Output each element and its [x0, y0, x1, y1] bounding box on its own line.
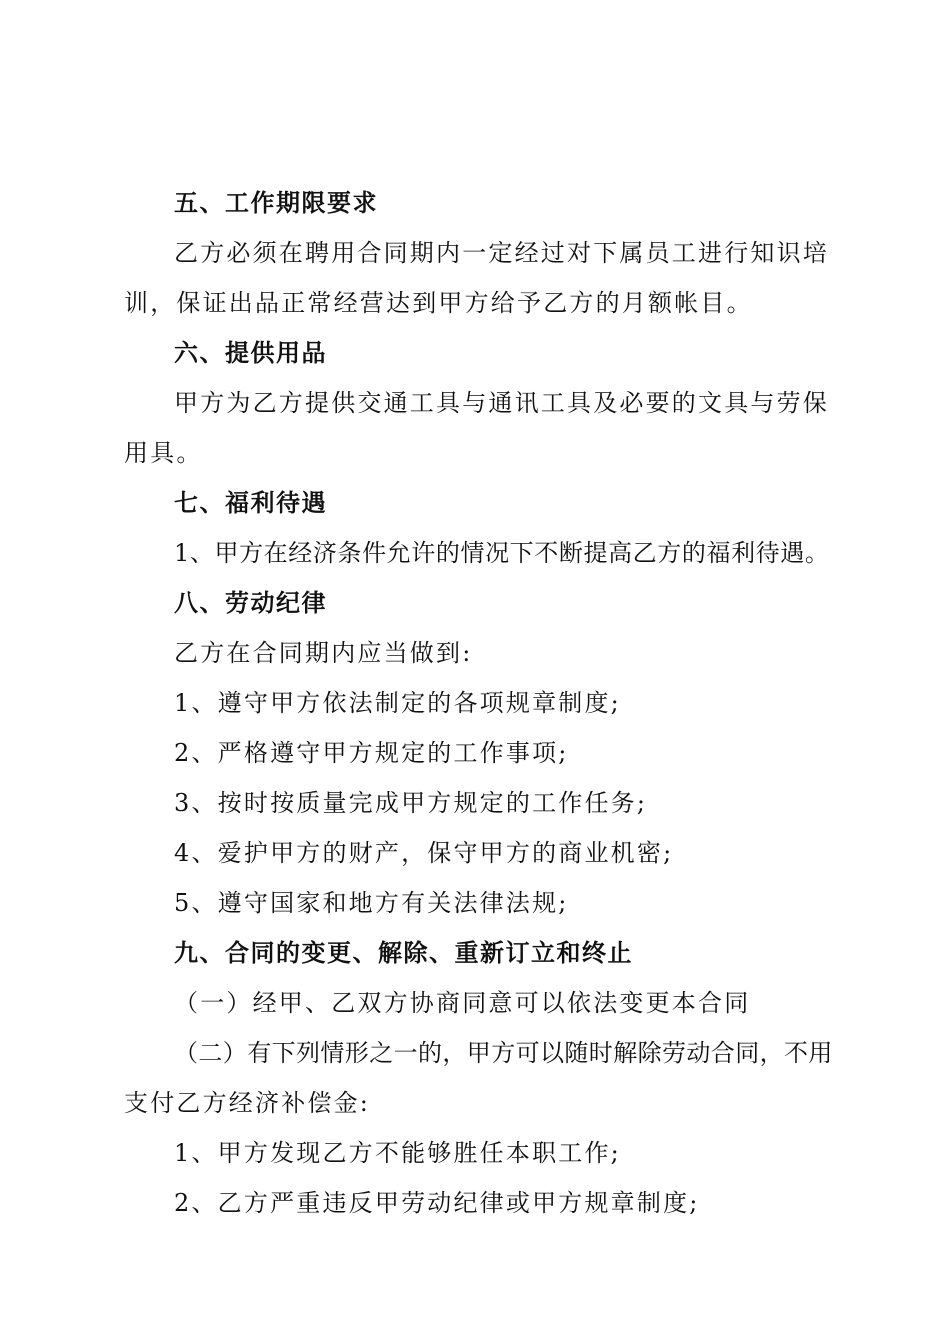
section-5-paragraph-line-2: 训，保证出品正常经营达到甲方给予乙方的月额帐目。 [124, 289, 753, 317]
section-6-paragraph-line-2: 用具。 [124, 439, 203, 467]
section-9-item: 2、乙方严重违反甲劳动纪律或甲方规章制度; [174, 1189, 700, 1217]
section-8-item: 2、严格遵守甲方规定的工作事项; [174, 739, 569, 767]
section-7-heading: 七、福利待遇 [174, 488, 327, 517]
section-8-item: 5、遵守国家和地方有关法律法规; [174, 889, 569, 917]
section-8-heading: 八、劳动纪律 [174, 588, 327, 617]
contract-page [124, 178, 836, 1228]
section-9-item: 1、甲方发现乙方不能够胜任本职工作; [174, 1139, 621, 1167]
section-9-clause-1: （一）经甲、乙双方协商同意可以依法变更本合同 [174, 989, 751, 1017]
section-8-item: 1、遵守甲方依法制定的各项规章制度; [174, 689, 621, 717]
section-8-item: 4、爱护甲方的财产，保守甲方的商业机密; [174, 839, 674, 867]
section-6-paragraph-line-1: 甲方为乙方提供交通工具与通讯工具及必要的文具与劳保 [174, 389, 829, 417]
section-8-item: 3、按时按质量完成甲方规定的工作任务; [174, 789, 648, 817]
section-5-paragraph-line-1: 乙方必须在聘用合同期内一定经过对下属员工进行知识培 [174, 239, 829, 267]
section-6-heading: 六、提供用品 [174, 338, 327, 367]
section-9-clause-2-line-1: （二）有下列情形之一的，甲方可以随时解除劳动合同，不用 [174, 1039, 833, 1067]
section-9-clause-2-line-2: 支付乙方经济补偿金: [124, 1089, 371, 1117]
section-5-heading: 五、工作期限要求 [174, 188, 378, 217]
section-8-intro: 乙方在合同期内应当做到: [174, 639, 473, 667]
section-7-item-1: 1、甲方在经济条件允许的情况下不断提高乙方的福利待遇。 [174, 539, 830, 567]
section-9-heading: 九、合同的变更、解除、重新订立和终止 [174, 938, 633, 967]
